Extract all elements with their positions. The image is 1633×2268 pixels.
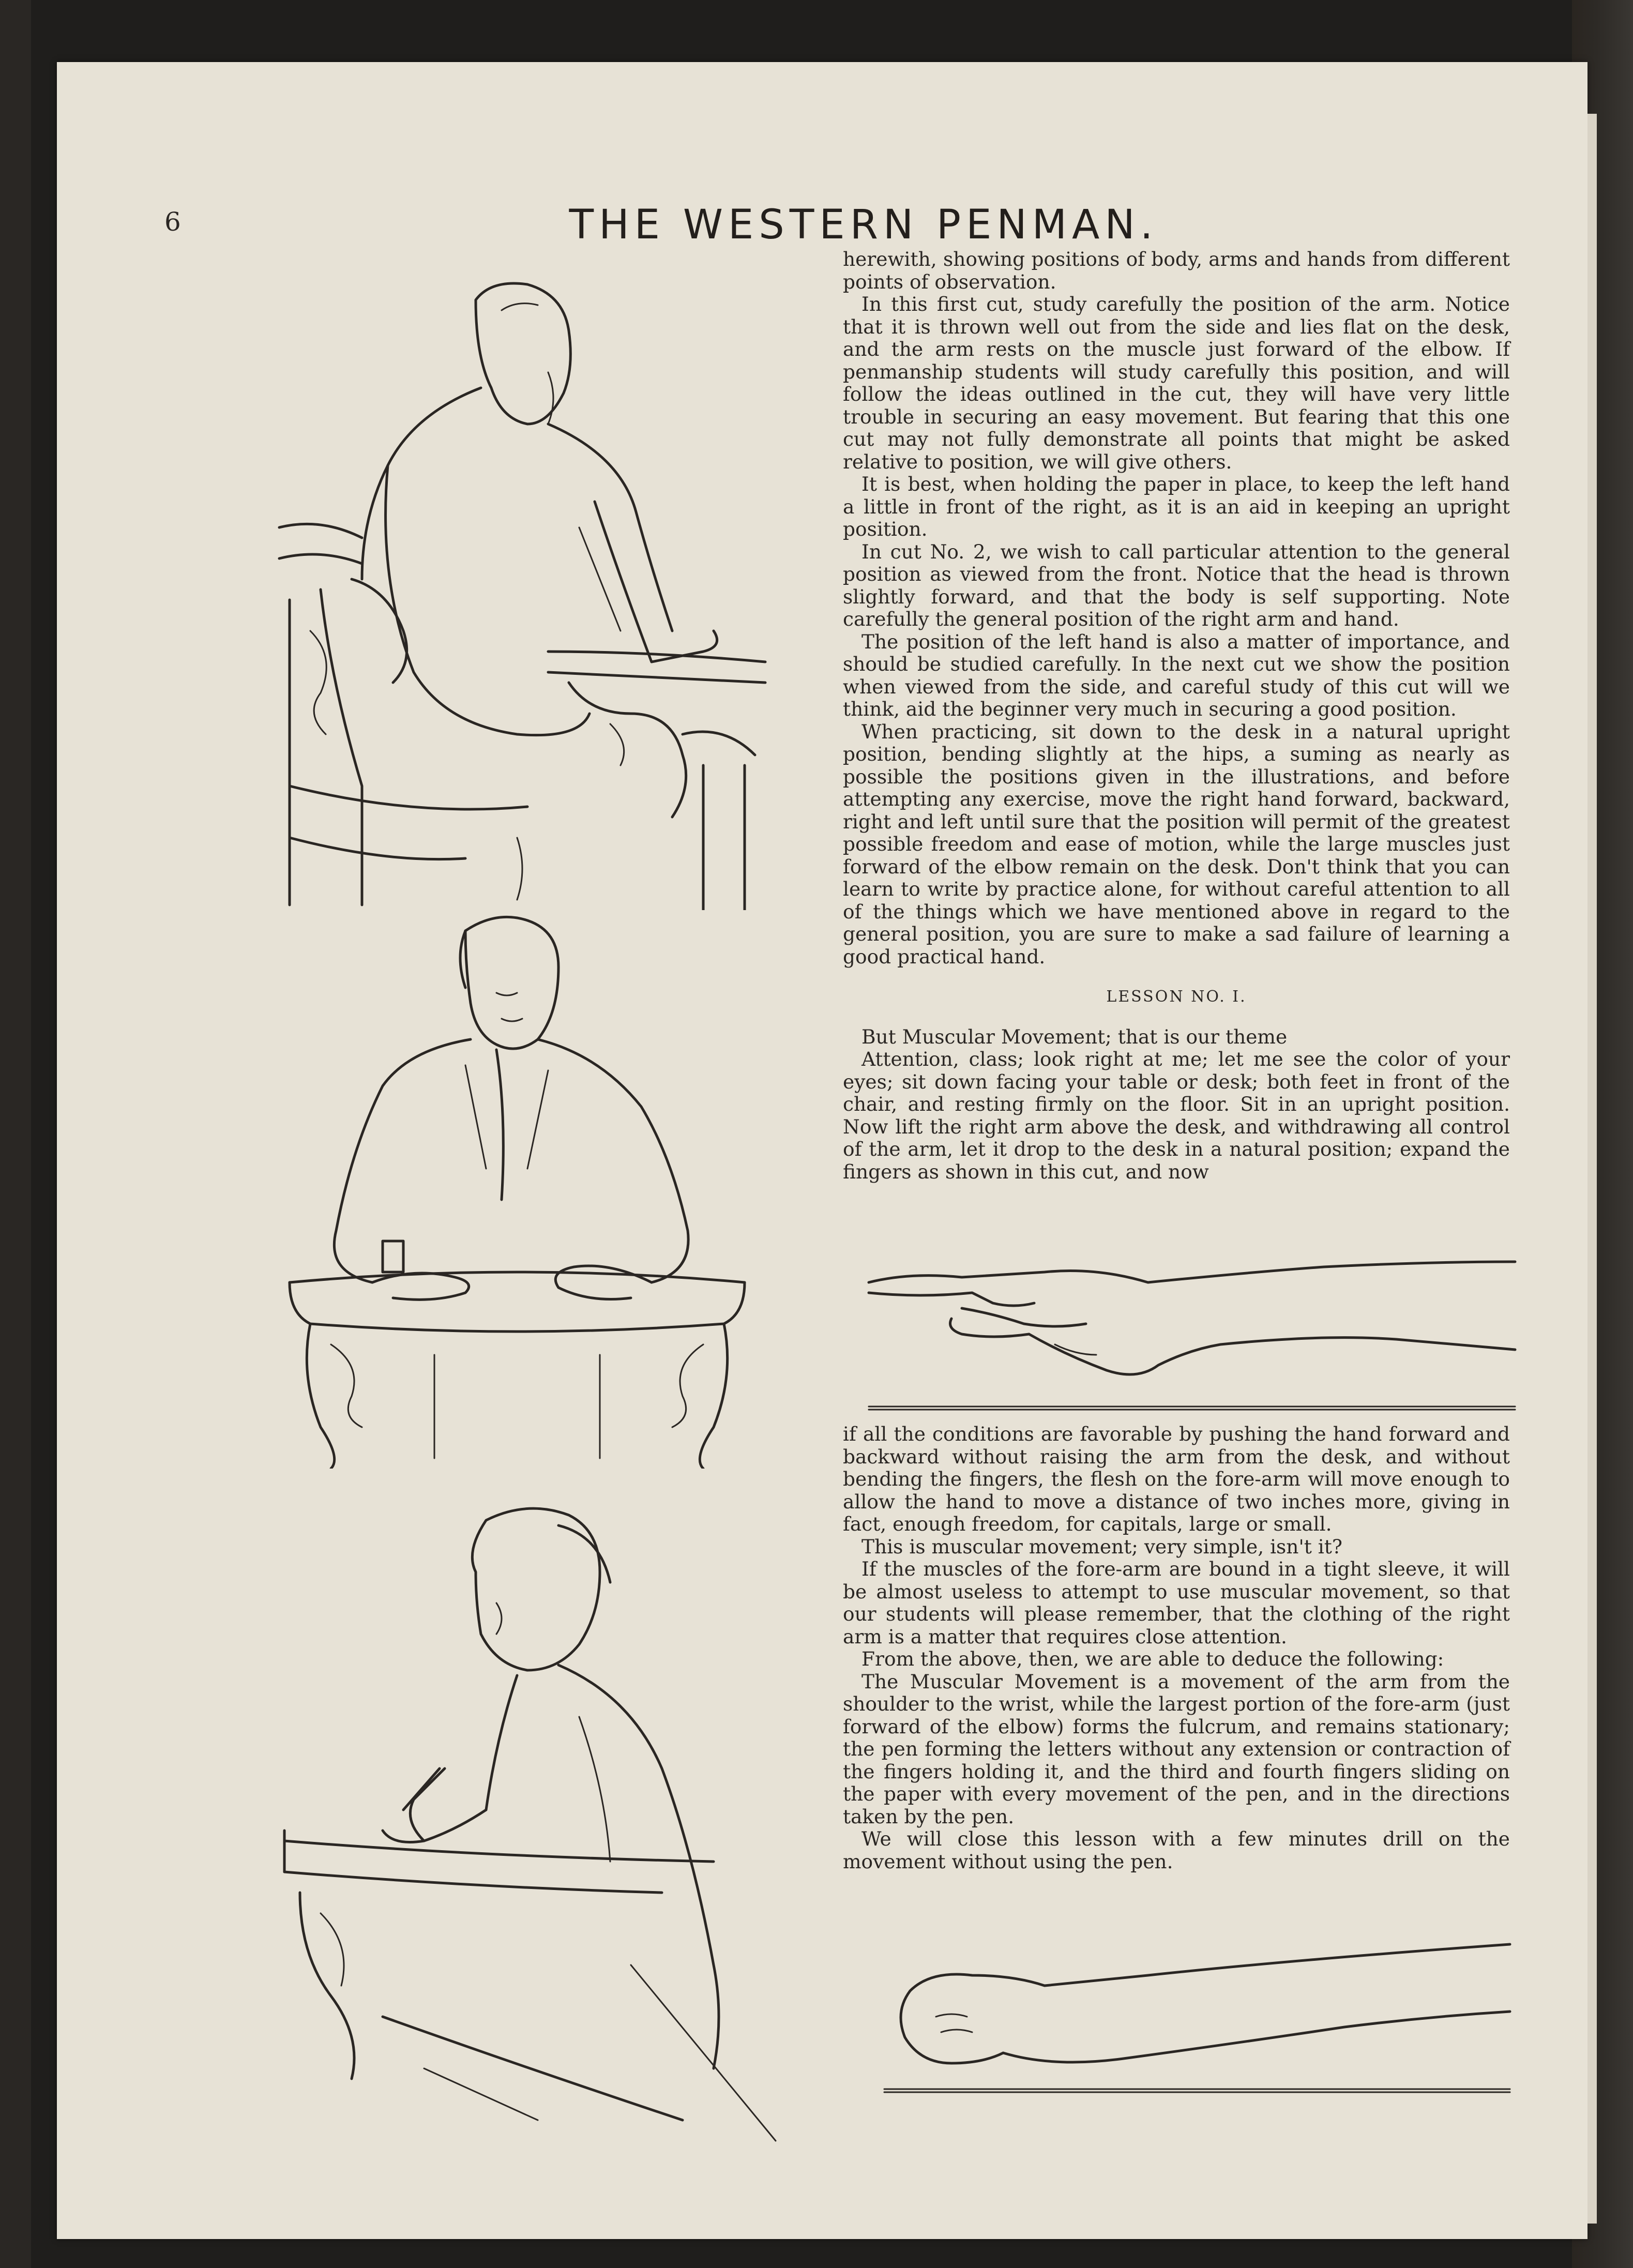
paragraph: if all the conditions are favorable by pushing the hand forward and backward without raising the arm from the desk, and without bending the fingers, the flesh on the fore-arm will move enough to allow the hand to move a distance of two inches more, giving in fact, enough freedom, for capitals, large or small. [843,1423,1510,1535]
article-text [843,248,1510,1183]
paragraph: Attention, class; look right at me; let me see the color of your eyes; sit down facing your table or desk; both feet in front of the chair, and resting firmly on the floor. Sit in an upright position. Now lift the right arm above the desk, and withdrawing all control of the arm, let it drop to the desk in a natural position; expand the fingers as shown in this cut, and now [843,1048,1510,1183]
illustration-back-view [259,269,776,910]
illustration-open-hand [858,1251,1520,1417]
lesson-heading: LESSON NO. I. [1106,988,1247,1006]
illustration-closed-fist [879,1924,1520,2099]
masthead-text: THE WESTERN PENMAN. [569,202,1158,248]
paragraph: In this first cut, study carefully the position of the arm. Notice that it is thrown well out from the side and lies flat on the desk, and the arm rests on the muscle just forward of the elbow. If penmanship students will study carefully this position, and will follow the ideas outlined in the cut, they will have very little trouble in securing an easy movement. But fearing that this one cut may not fully demonstrate all points that might be asked relative to position, we will give others. [843,293,1510,473]
paragraph: If the muscles of the fore-arm are bound in a tight sleeve, it will be almost useless to attempt to use muscular movement, so that our students will please remember, that the clothing of the right arm is a matter that requires close attention. [843,1558,1510,1648]
paragraph: herewith, showing positions of body, arms and hands from different points of observation. [843,248,1510,293]
page-edge [1587,114,1597,2224]
paragraph: We will close this lesson with a few minutes drill on the movement without using the pen. [843,1827,1510,1873]
paragraph: When practicing, sit down to the desk in a natural upright position, bending slightly at the hips, a suming as nearly as possible the positions given in the illustrations, and before attempting any exercise, move the right hand forward, backward, right and left until sure that the position will permit of the greatest possible freedom and ease of motion, while the large muscles just forward of the elbow remain on the desk. Don't think that you can learn to write by practice alone, for without careful attention to all of the things which we have mentioned above in regard to the general position, you are sure to make a sad failure of learning a good practical hand. [843,720,1510,968]
illustration-front-view [279,910,755,1469]
paragraph: From the above, then, we are able to deduce the following: [861,1647,1444,1670]
paragraph: The Muscular Movement is a movement of the arm from the shoulder to the wrist, while the largest portion of the fore-arm (just forward of the elbow) forms the fulcrum, and remains stationary; the pen forming the letters without any extension or contraction of the fingers holding it, and the third and fourth fingers sliding on the paper with every movement of the pen, and in the directions taken by the pen. [843,1670,1510,1828]
binding-shadow-left [0,0,31,2268]
paragraph: This is muscular movement; very simple, isn't it? [861,1535,1342,1558]
paragraph: It is best, when holding the paper in place, to keep the left hand a little in front of the right, as it is an aid in keeping an upright position. [843,473,1510,540]
masthead-title [517,202,1210,248]
paragraph: But Muscular Movement; that is our theme [861,1025,1288,1048]
paragraph: The position of the left hand is also a matter of importance, and should be studied carefully. In the next cut we show the position when viewed from the side, and careful study of this cut will we think, aid the beginner very much in securing a good position. [843,630,1510,720]
page-number: 6 [164,207,181,237]
article-text-continued [843,1423,1510,1873]
illustration-side-view [269,1500,796,2151]
paragraph: In cut No. 2, we wish to call particular attention to the general position as viewed from the front. Notice that the head is thrown slightly forward, and that the body is self supporting. Note carefully the general position of the right arm and hand. [843,540,1510,630]
